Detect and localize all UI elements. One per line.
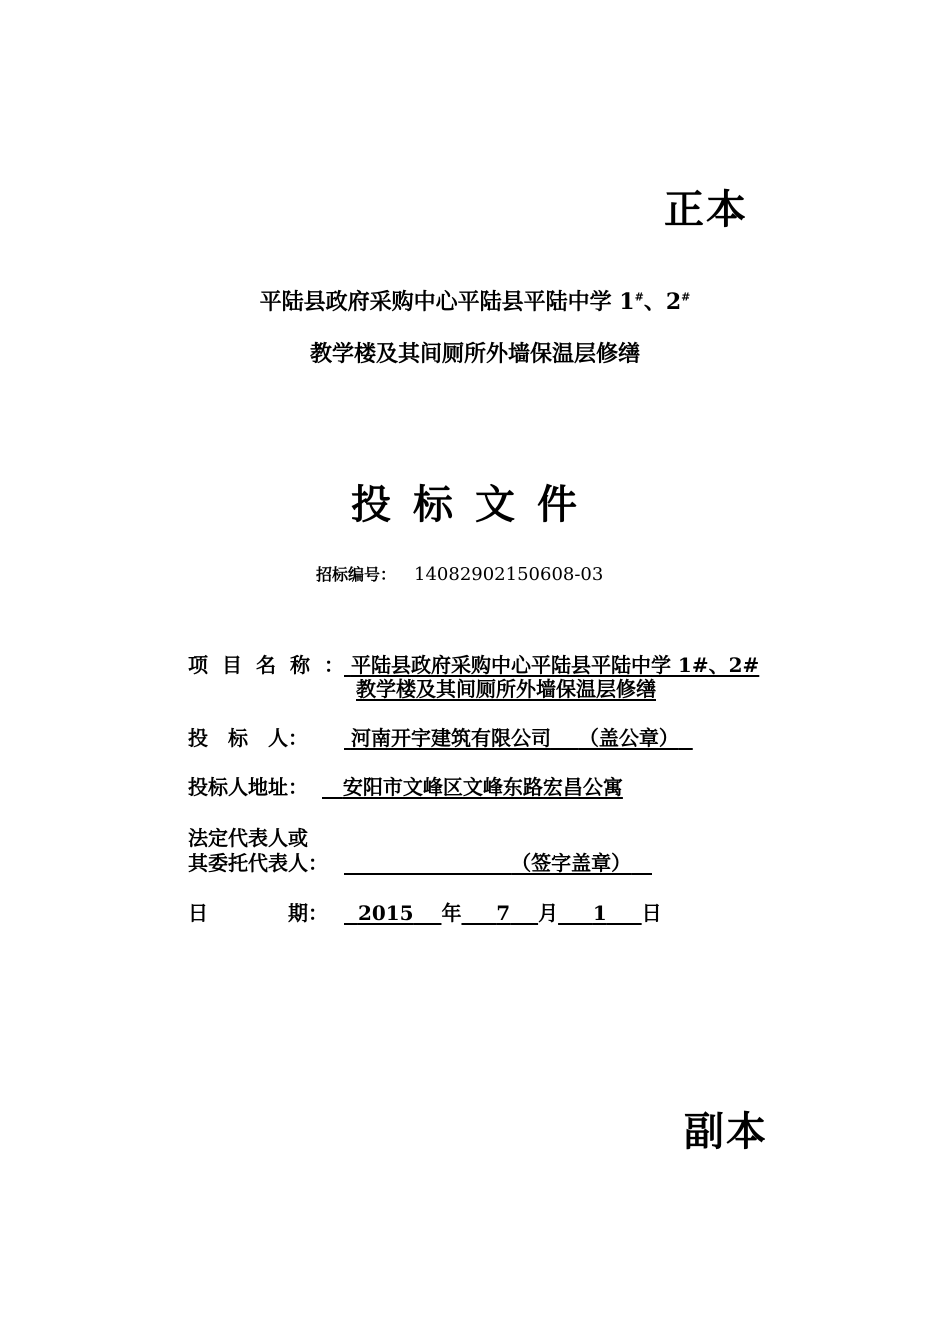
original-copy-mark: 正本: [664, 186, 748, 233]
date-month: 7: [496, 901, 511, 925]
legal-rep-label-2: 其委托代表人：: [188, 851, 328, 875]
date-label: 日 期：: [188, 901, 328, 925]
title-line-2: 教学楼及其间厕所外墙保温层修缮: [309, 341, 640, 367]
title-mark-2: #: [681, 290, 691, 304]
bidder-value: 河南开宇建筑有限公司 （盖公章）: [350, 726, 679, 750]
date-day: 1: [592, 901, 607, 925]
title-line-1-sep: 、2: [643, 289, 682, 315]
date-day-unit: 日: [641, 901, 662, 925]
project-name-value-line2: 教学楼及其间厕所外墙保温层修缮: [356, 677, 656, 701]
project-name-value-line1: 平陆县政府采购中心平陆县平陆中学 1#、2#: [350, 653, 760, 677]
project-name-label: 项目名称：: [188, 653, 358, 677]
bidder-seal: （盖公章）: [578, 726, 679, 750]
legal-rep-sign-field: [344, 847, 652, 876]
date-month-unit: 月: [538, 901, 559, 925]
address-value: 安阳市文峰区文峰东路宏昌公寓: [342, 775, 623, 799]
title-line-1-prefix: 平陆县政府采购中心平陆县平陆中学 1: [259, 289, 635, 315]
address-label: 投标人地址：: [188, 775, 308, 799]
document-heading: 投标文件: [351, 481, 599, 528]
title-mark-1: #: [634, 290, 644, 304]
date-year: 2015: [357, 901, 414, 925]
duplicate-copy-mark: 副本: [684, 1108, 768, 1155]
legal-rep-sign-note: （签字盖章）: [511, 851, 632, 875]
legal-rep-label-1: 法定代表人或: [188, 826, 308, 850]
bid-number-value: 14082902150608-03: [414, 564, 604, 585]
title-line-1: [0, 285, 950, 316]
date-year-unit: 年: [441, 901, 462, 925]
bidder-label: 投 标 人：: [188, 726, 308, 750]
date-value: [344, 897, 662, 926]
bid-number-label: 招标编号：: [316, 565, 397, 584]
bid-number: [316, 562, 603, 585]
